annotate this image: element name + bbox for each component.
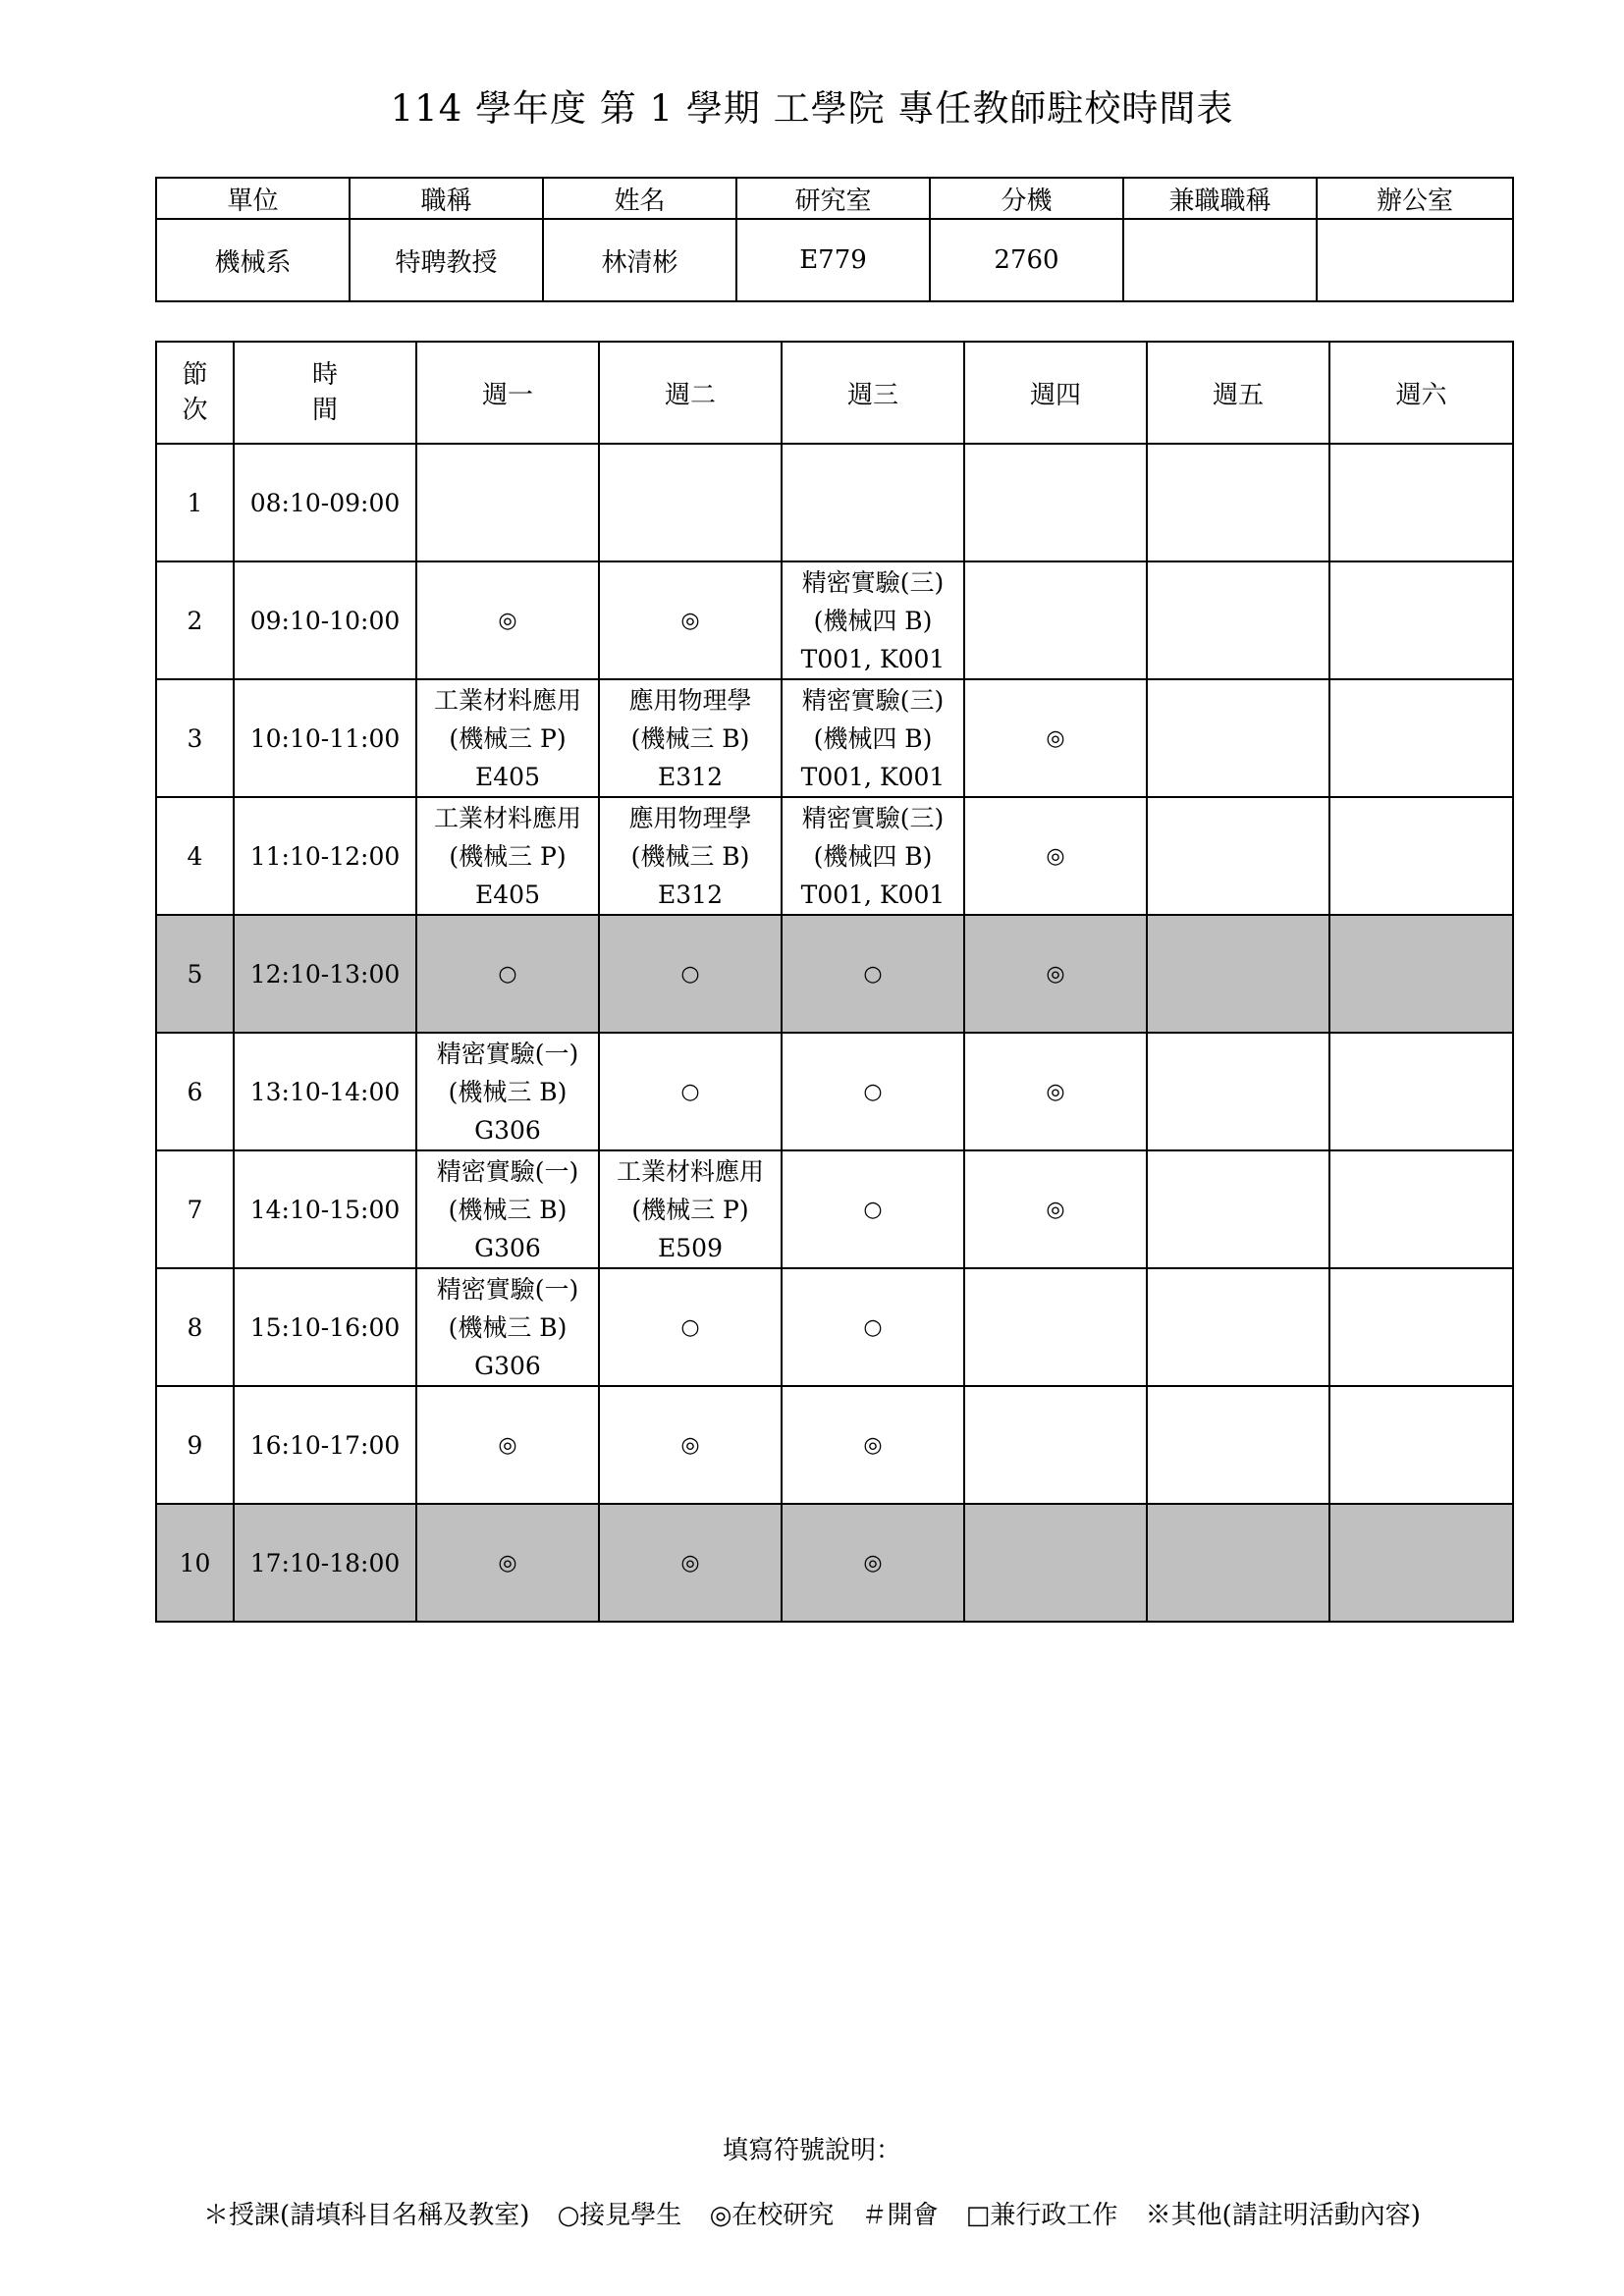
course-line: 工業材料應用 (433, 685, 581, 715)
schedule-cell (964, 679, 1147, 797)
value-office (1317, 219, 1513, 301)
schedule-cell (416, 1268, 599, 1386)
schedule-header-row (156, 342, 1513, 444)
time-cell: 17:10-18:00 (234, 1504, 416, 1622)
schedule-cell (1147, 679, 1329, 797)
schedule-cell (599, 561, 782, 679)
status-mark: ○ (863, 1197, 883, 1222)
legend (0, 2195, 1624, 2231)
schedule-cell (416, 561, 599, 679)
course-line: E312 (658, 880, 723, 909)
schedule-cell (599, 1033, 782, 1150)
status-mark: ◎ (498, 1550, 517, 1575)
status-mark: ◎ (680, 1432, 700, 1458)
course-line: (機械三 P) (449, 723, 567, 753)
period-cell: 5 (156, 915, 234, 1033)
period-cell: 7 (156, 1150, 234, 1268)
schedule-cell (782, 444, 964, 561)
schedule-cell (964, 1268, 1147, 1386)
value-unit: 機械系 (156, 219, 350, 301)
course-line: 精密實驗(一) (436, 1156, 579, 1186)
header-period: 節 次 (156, 342, 234, 444)
period-cell: 1 (156, 444, 234, 561)
header-day-thu: 週四 (964, 342, 1147, 444)
schedule-row (156, 797, 1513, 915)
status-mark: ◎ (498, 1432, 517, 1458)
course-line: E405 (475, 762, 540, 791)
course-line: T001, K001 (800, 762, 946, 791)
course-line: (機械四 B) (813, 606, 933, 635)
schedule-cell (1147, 797, 1329, 915)
header-lab: 研究室 (736, 178, 930, 219)
schedule-cell (1147, 915, 1329, 1033)
schedule-row (156, 1268, 1513, 1386)
course-line: 工業材料應用 (433, 803, 581, 832)
header-day-tue: 週二 (599, 342, 782, 444)
schedule-cell (1147, 561, 1329, 679)
legend-item-teaching: ＊授課(請填科目名稱及教室) (203, 2201, 530, 2230)
status-mark: ◎ (1046, 961, 1065, 987)
schedule-cell (964, 444, 1147, 561)
schedule-cell (964, 1386, 1147, 1504)
schedule-cell (599, 915, 782, 1033)
status-mark: ◎ (680, 608, 700, 633)
period-cell: 9 (156, 1386, 234, 1504)
header-concurrent-title: 兼職職稱 (1123, 178, 1317, 219)
schedule-cell (416, 1033, 599, 1150)
schedule-cell (1147, 1504, 1329, 1622)
period-cell: 2 (156, 561, 234, 679)
course-line: G306 (474, 1233, 541, 1262)
status-mark: ◎ (1046, 1197, 1065, 1222)
schedule-row (156, 679, 1513, 797)
schedule-cell (1147, 1268, 1329, 1386)
time-cell: 09:10-10:00 (234, 561, 416, 679)
schedule-cell (1329, 561, 1513, 679)
schedule-cell (782, 1150, 964, 1268)
schedule-cell (964, 561, 1147, 679)
schedule-table (155, 341, 1514, 1623)
course-line: 精密實驗(三) (801, 685, 945, 715)
status-mark: ◎ (498, 608, 517, 633)
schedule-cell (1147, 444, 1329, 561)
header-day-sat: 週六 (1329, 342, 1513, 444)
course-line: 精密實驗(一) (436, 1039, 579, 1068)
header-day-mon: 週一 (416, 342, 599, 444)
course-line: T001, K001 (800, 644, 946, 673)
schedule-cell (1329, 1504, 1513, 1622)
schedule-cell (416, 679, 599, 797)
period-cell: 3 (156, 679, 234, 797)
schedule-cell (416, 797, 599, 915)
schedule-cell (782, 1386, 964, 1504)
info-header-row (156, 178, 1513, 219)
schedule-cell (782, 561, 964, 679)
schedule-row (156, 444, 1513, 561)
schedule-cell (1329, 1386, 1513, 1504)
header-day-wed: 週三 (782, 342, 964, 444)
course-line: 精密實驗(一) (436, 1274, 579, 1304)
schedule-row (156, 1150, 1513, 1268)
time-cell: 12:10-13:00 (234, 915, 416, 1033)
header-unit: 單位 (156, 178, 350, 219)
schedule-cell (1329, 915, 1513, 1033)
course-line: 應用物理學 (628, 803, 752, 832)
course-line: G306 (474, 1115, 541, 1145)
time-cell: 14:10-15:00 (234, 1150, 416, 1268)
course-line: 精密實驗(三) (801, 567, 945, 597)
course-line: (機械三 P) (449, 841, 567, 871)
course-line: (機械三 B) (448, 1195, 568, 1224)
status-mark: ○ (863, 1314, 883, 1340)
header-time: 時 間 (234, 342, 416, 444)
header-extension: 分機 (930, 178, 1123, 219)
value-job-title: 特聘教授 (350, 219, 543, 301)
schedule-cell (416, 1150, 599, 1268)
value-lab: E779 (736, 219, 930, 301)
schedule-cell (1329, 1268, 1513, 1386)
status-mark: ◎ (863, 1432, 883, 1458)
value-name: 林清彬 (543, 219, 736, 301)
schedule-cell (599, 679, 782, 797)
schedule-body (156, 444, 1513, 1622)
status-mark: ○ (680, 1079, 700, 1104)
schedule-cell (782, 1268, 964, 1386)
course-line: E405 (475, 880, 540, 909)
schedule-cell (1147, 1033, 1329, 1150)
schedule-cell (964, 797, 1147, 915)
schedule-cell (782, 915, 964, 1033)
schedule-cell (1329, 1150, 1513, 1268)
legend-item-admin: □兼行政工作 (965, 2201, 1118, 2230)
header-job-title: 職稱 (350, 178, 543, 219)
status-mark: ◎ (1046, 1079, 1065, 1104)
period-cell: 8 (156, 1268, 234, 1386)
schedule-cell (599, 1386, 782, 1504)
course-line: (機械四 B) (813, 841, 933, 871)
course-line: G306 (474, 1351, 541, 1380)
schedule-cell (1329, 679, 1513, 797)
schedule-cell (1329, 444, 1513, 561)
schedule-cell (782, 797, 964, 915)
course-line: 精密實驗(三) (801, 803, 945, 832)
status-mark: ◎ (1046, 843, 1065, 869)
period-cell: 10 (156, 1504, 234, 1622)
schedule-row (156, 1386, 1513, 1504)
period-cell: 6 (156, 1033, 234, 1150)
schedule-cell (416, 1504, 599, 1622)
status-mark: ○ (498, 961, 517, 987)
course-line: 工業材料應用 (616, 1156, 764, 1186)
time-cell: 15:10-16:00 (234, 1268, 416, 1386)
schedule-cell (599, 1504, 782, 1622)
schedule-cell (416, 915, 599, 1033)
schedule-cell (599, 1150, 782, 1268)
schedule-cell (416, 1386, 599, 1504)
status-mark: ○ (863, 961, 883, 987)
header-day-fri: 週五 (1147, 342, 1329, 444)
schedule-cell (599, 797, 782, 915)
course-line: 應用物理學 (628, 685, 752, 715)
schedule-cell (964, 915, 1147, 1033)
info-value-row (156, 219, 1513, 301)
status-mark: ◎ (1046, 725, 1065, 751)
schedule-row (156, 561, 1513, 679)
time-cell: 13:10-14:00 (234, 1033, 416, 1150)
course-line: (機械四 B) (813, 723, 933, 753)
header-name: 姓名 (543, 178, 736, 219)
time-cell: 11:10-12:00 (234, 797, 416, 915)
course-line: T001, K001 (800, 880, 946, 909)
status-mark: ○ (680, 961, 700, 987)
teacher-info-table (155, 177, 1514, 302)
schedule-cell (1147, 1150, 1329, 1268)
status-mark: ◎ (863, 1550, 883, 1575)
schedule-cell (964, 1033, 1147, 1150)
course-line: (機械三 P) (631, 1195, 749, 1224)
course-line: (機械三 B) (448, 1077, 568, 1106)
legend-item-research: ◎在校研究 (709, 2201, 835, 2230)
course-line: E509 (658, 1233, 723, 1262)
value-concurrent-title (1123, 219, 1317, 301)
status-mark: ○ (863, 1079, 883, 1104)
schedule-row (156, 915, 1513, 1033)
value-extension: 2760 (930, 219, 1123, 301)
status-mark: ○ (680, 1314, 700, 1340)
page-title: 114 學年度 第 1 學期 工學院 專任教師駐校時間表 (390, 87, 1234, 130)
time-cell: 08:10-09:00 (234, 444, 416, 561)
schedule-cell (782, 1033, 964, 1150)
course-line: (機械三 B) (448, 1312, 568, 1342)
schedule-cell (964, 1504, 1147, 1622)
schedule-cell (599, 444, 782, 561)
legend-item-meeting: ＃開會 (861, 2201, 939, 2230)
schedule-cell (1329, 1033, 1513, 1150)
period-cell: 4 (156, 797, 234, 915)
schedule-cell (599, 1268, 782, 1386)
time-cell: 16:10-17:00 (234, 1386, 416, 1504)
schedule-cell (782, 679, 964, 797)
schedule-cell (416, 444, 599, 561)
course-line: E312 (658, 762, 723, 791)
schedule-row (156, 1033, 1513, 1150)
schedule-cell (1329, 797, 1513, 915)
legend-title: 填寫符號說明： (722, 2136, 901, 2165)
status-mark: ◎ (680, 1550, 700, 1575)
legend-item-meet-students: ○接見學生 (557, 2201, 682, 2230)
schedule-cell (1147, 1386, 1329, 1504)
schedule-row (156, 1504, 1513, 1622)
course-line: (機械三 B) (630, 723, 750, 753)
header-office: 辦公室 (1317, 178, 1513, 219)
time-cell: 10:10-11:00 (234, 679, 416, 797)
course-line: (機械三 B) (630, 841, 750, 871)
legend-item-other: ※其他(請註明活動內容) (1145, 2201, 1421, 2230)
schedule-cell (964, 1150, 1147, 1268)
schedule-cell (782, 1504, 964, 1622)
